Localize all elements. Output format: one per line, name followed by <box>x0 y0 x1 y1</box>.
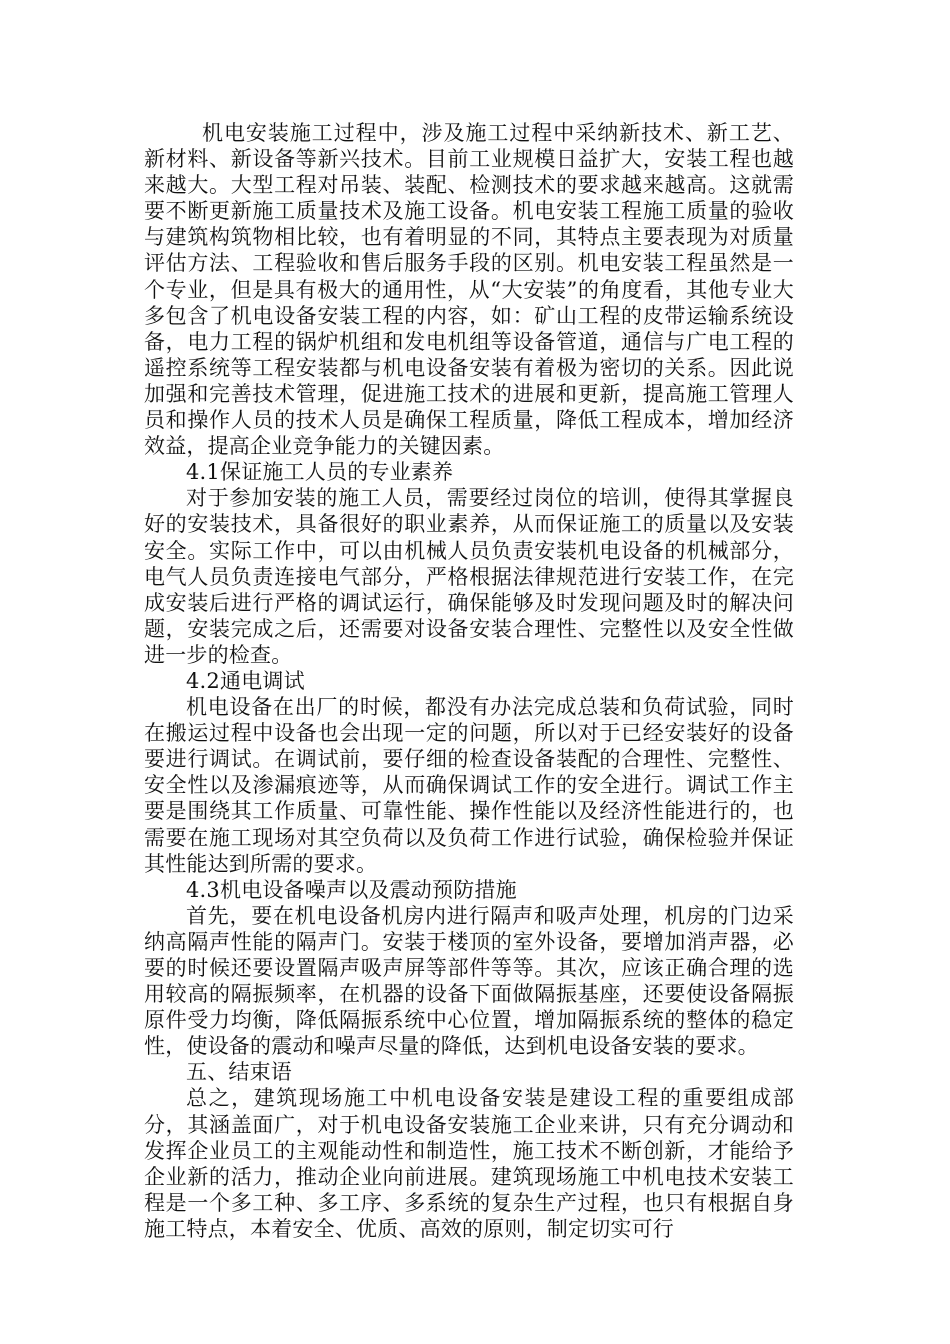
section-body-4-3: 首先，要在机电设备机房内进行隔声和吸声处理，机房的门边采纳高隔声性能的隔声门。安装于楼顶的室外设备，要增加消声器，必要的时候还要设置隔声吸声屏等部件等等。其次，应该正确合理的选用较高的隔振频率，在机器的设备下面做隔振基座，还要使设备隔振原件受力均衡，降低隔振系统中心位置，增加隔振系统的整体的稳定性，使设备的震动和噪声尽量的降低，达到机电设备安装的要求。 <box>144 903 794 1059</box>
section-body-5: 总之，建筑现场施工中机电设备安装是建设工程的重要组成部分，其涵盖面广，对于机电设备安装施工企业来讲，只有充分调动和发挥企业员工的主观能动性和制造性，施工技术不断创新，才能给予企业新的活力，推动企业向前进展。建筑现场施工中机电技术安装工程是一个多工种、多工序、多系统的复杂生产过程，也只有根据自身施工特点，本着安全、优质、高效的原则，制定切实可行 <box>144 1086 794 1241</box>
section-heading-4-2: 4.2通电调试 <box>186 668 305 693</box>
document-page <box>144 120 794 1242</box>
section-heading-4-3: 4.3机电设备噪声以及震动预防措施 <box>186 877 517 902</box>
section-body-4-2: 机电设备在出厂的时候，都没有办法完成总装和负荷试验，同时在搬运过程中设备也会出现一定的问题，所以对于已经安装好的设备要进行调试。在调试前，要仔细的检查设备装配的合理性、完整性、安全性以及渗漏痕迹等，从而确保调试工作的安全进行。调试工作主要是围绕其工作质量、可靠性能、操作性能以及经济性能进行的，也需要在施工现场对其空负荷以及负荷工作进行试验，确保检验并保证其性能达到所需的要求。 <box>144 695 794 876</box>
intro-paragraph: 机电安装施工过程中，涉及施工过程中采纳新技术、新工艺、新材料、新设备等新兴技术。目前工业规模日益扩大，安装工程也越来越大。大型工程对吊装、装配、检测技术的要求越来越高。这就需要不断更新施工质量技术及施工设备。机电安装工程施工质量的验收与建筑构筑物相比较，也有着明显的不同，其特点主要表现为对质量评估方法、工程验收和售后服务手段的区别。机电安装工程虽然是一个专业，但是具有极大的通用性，从“大安装”的角度看，其他专业大多包含了机电设备安装工程的内容，如：矿山工程的皮带运输系统设备，电力工程的锅炉机组和发电机组等设备管道，通信与广电工程的遥控系统等工程安装都与机电设备安装有着极为密切的关系。因此说加强和完善技术管理，促进施工技术的进展和更新，提高施工管理人员和操作人员的技术人员是确保工程质量，降低工程成本，增加经济效益，提高企业竞争能力的关键因素。 <box>144 121 794 459</box>
section-heading-5: 五、结束语 <box>186 1060 292 1085</box>
section-heading-4-1: 4.1保证施工人员的专业素养 <box>186 460 454 485</box>
section-body-4-1: 对于参加安装的施工人员，需要经过岗位的培训，使得其掌握良好的安装技术，具备很好的职业素养，从而保证施工的质量以及安装安全。实际工作中，可以由机械人员负责安装机电设备的机械部分，电气人员负责连接电气部分，严格根据法律规范进行安装工作，在完成安装后进行严格的调试运行，确保能够及时发现问题及时的解决问题，安装完成之后，还需要对设备安装合理性、完整性以及安全性做进一步的检查。 <box>144 486 794 667</box>
